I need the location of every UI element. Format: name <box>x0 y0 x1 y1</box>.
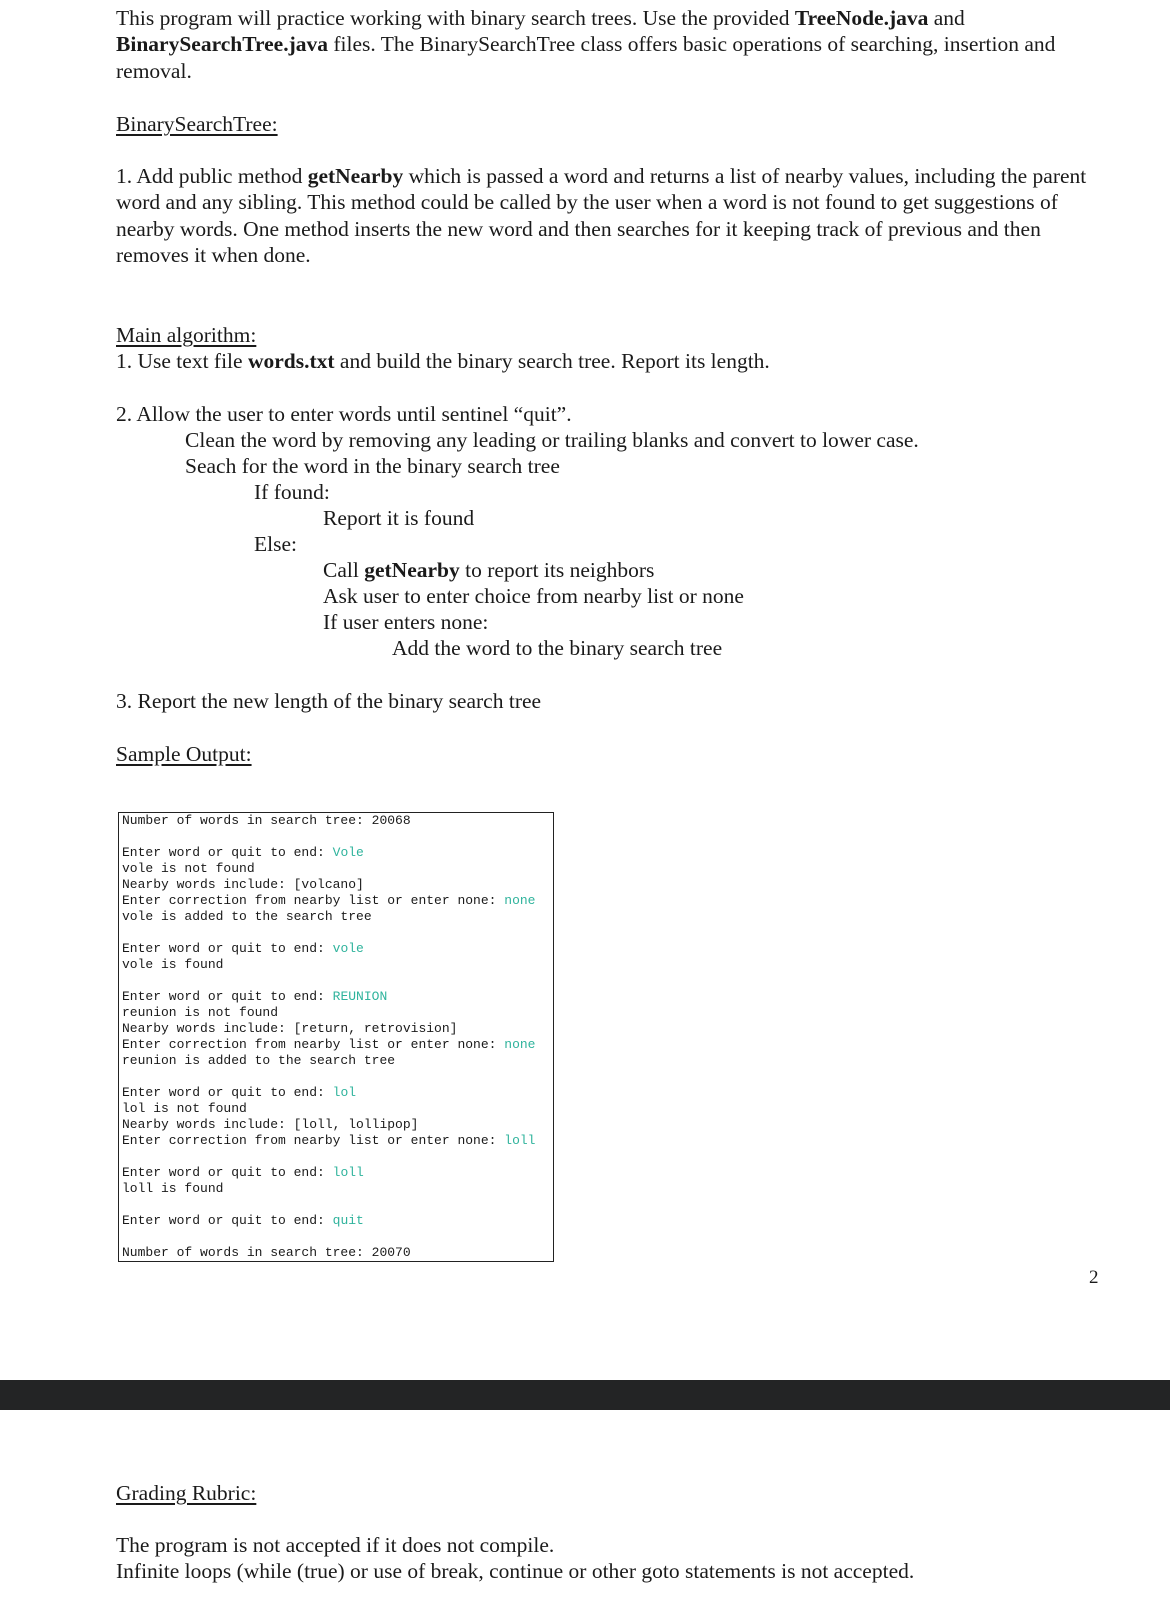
console-line <box>122 1005 278 1021</box>
step-2-if-found: If found: <box>254 480 330 504</box>
console-line <box>122 1133 535 1149</box>
sample-output-console <box>118 812 554 1262</box>
console-output-text: lol is not found <box>122 1101 247 1116</box>
step-text: 1. Use text file <box>116 349 248 373</box>
console-user-input: Vole <box>332 845 364 860</box>
console-output-text: Enter correction from nearby list or enter none: <box>122 1037 505 1052</box>
console-line <box>122 1213 364 1229</box>
step-2-ask: Ask user to enter choice from nearby list or none <box>323 584 744 608</box>
file-name-bst: BinarySearchTree.java <box>116 32 328 57</box>
step-2-call <box>323 557 654 583</box>
console-line <box>122 989 387 1005</box>
console-output-text: Enter correction from nearby list or enter none: <box>122 893 505 908</box>
console-output-text: reunion is not found <box>122 1005 279 1020</box>
console-user-input: loll <box>504 1133 536 1148</box>
step-1 <box>116 348 770 374</box>
console-user-input: quit <box>332 1213 364 1228</box>
file-name-words: words.txt <box>247 349 335 373</box>
bst-heading: BinarySearchTree: <box>116 112 278 136</box>
step-2-add: Add the word to the binary search tree <box>392 636 723 660</box>
console-line <box>122 845 364 861</box>
console-user-input: none <box>504 1037 536 1052</box>
bst-item-text: which is passed a word and returns a list of nearby values, including the parent word and any sibling. This method could be called by the user when a word is not found to get suggestions of nearby words. One method inserts the new word and then searches for it keeping track of previous and then removes it when done. <box>116 164 1087 267</box>
step-text: and build the binary search tree. Report its length. <box>334 349 770 373</box>
step-text: Call <box>323 558 365 582</box>
console-output-text: Enter correction from nearby list or enter none: <box>122 1133 505 1148</box>
console-line <box>122 1117 418 1133</box>
step-2-else: Else: <box>254 532 297 556</box>
rubric-line-2: Infinite loops (while (true) or use of break, continue or other goto statements is not accepted. <box>116 1559 915 1583</box>
console-user-input: REUNION <box>332 989 388 1004</box>
console-line <box>122 1165 364 1181</box>
bst-item-1 <box>116 163 1101 268</box>
console-line <box>122 1101 247 1117</box>
console-line <box>122 877 364 893</box>
step-2-search: Seach for the word in the binary search tree <box>185 454 560 478</box>
step-2-clean: Clean the word by removing any leading or trailing blanks and convert to lower case. <box>185 428 919 452</box>
intro-text: This program will practice working with binary search trees. Use the provided <box>116 6 795 30</box>
rubric-heading: Grading Rubric: <box>116 1481 257 1505</box>
step-2-if-none: If user enters none: <box>323 610 489 634</box>
console-output-text: Enter word or quit to end: <box>122 989 333 1004</box>
console-line <box>122 941 364 957</box>
console-output-text: Enter word or quit to end: <box>122 941 333 956</box>
step-2-report-found: Report it is found <box>323 506 475 530</box>
console-line <box>122 1245 411 1261</box>
step-3: 3. Report the new length of the binary search tree <box>116 689 542 713</box>
console-output-text: vole is found <box>122 957 224 972</box>
console-output-text: Enter word or quit to end: <box>122 1165 333 1180</box>
console-output-text: Enter word or quit to end: <box>122 1085 333 1100</box>
rubric-line-1: The program is not accepted if it does not compile. <box>116 1533 555 1557</box>
console-line <box>122 893 535 909</box>
console-output-text: Number of words in search tree: 20068 <box>122 813 411 828</box>
page-number: 2 <box>1089 1267 1099 1288</box>
method-name: getNearby <box>307 164 404 188</box>
console-output-text: Nearby words include: [return, retrovision] <box>122 1021 458 1036</box>
intro-paragraph <box>116 5 1101 84</box>
page-divider <box>0 1380 1170 1410</box>
bst-item-text: 1. Add public method <box>116 164 308 188</box>
console-output-text: Nearby words include: [volcano] <box>122 877 364 892</box>
console-line <box>122 1181 223 1197</box>
step-text: to report its neighbors <box>459 558 655 582</box>
step-2: 2. Allow the user to enter words until sentinel “quit”. <box>116 402 572 426</box>
console-output-text: reunion is added to the search tree <box>122 1053 396 1068</box>
console-line <box>122 813 411 829</box>
intro-text: and <box>928 6 965 30</box>
console-line <box>122 1021 457 1037</box>
console-output-text: Nearby words include: [loll, lollipop] <box>122 1117 419 1132</box>
console-user-input: loll <box>332 1165 364 1180</box>
console-output-text: vole is added to the search tree <box>122 909 372 924</box>
console-output-text: loll is found <box>122 1181 224 1196</box>
console-user-input: lol <box>332 1085 357 1100</box>
console-output-text: Enter word or quit to end: <box>122 845 333 860</box>
console-line <box>122 1037 535 1053</box>
console-line <box>122 1085 356 1101</box>
console-line <box>122 957 223 973</box>
console-user-input: none <box>504 893 536 908</box>
file-name-treenode: TreeNode.java <box>794 6 929 30</box>
console-line <box>122 861 255 877</box>
main-algorithm-heading: Main algorithm: <box>116 323 257 347</box>
intro-text: files. The BinarySearchTree class offers basic operations of searching, insertion and removal. <box>116 32 1056 83</box>
console-output-text: vole is not found <box>122 861 255 876</box>
rubric-page <box>0 1410 1170 1609</box>
sample-output-heading: Sample Output: <box>116 742 252 766</box>
method-name: getNearby <box>364 558 460 582</box>
console-output-text: Number of words in search tree: 20070 <box>122 1245 411 1260</box>
console-output-text: Enter word or quit to end: <box>122 1213 333 1228</box>
console-user-input: vole <box>332 941 364 956</box>
console-line <box>122 1053 395 1069</box>
console-line <box>122 909 372 925</box>
